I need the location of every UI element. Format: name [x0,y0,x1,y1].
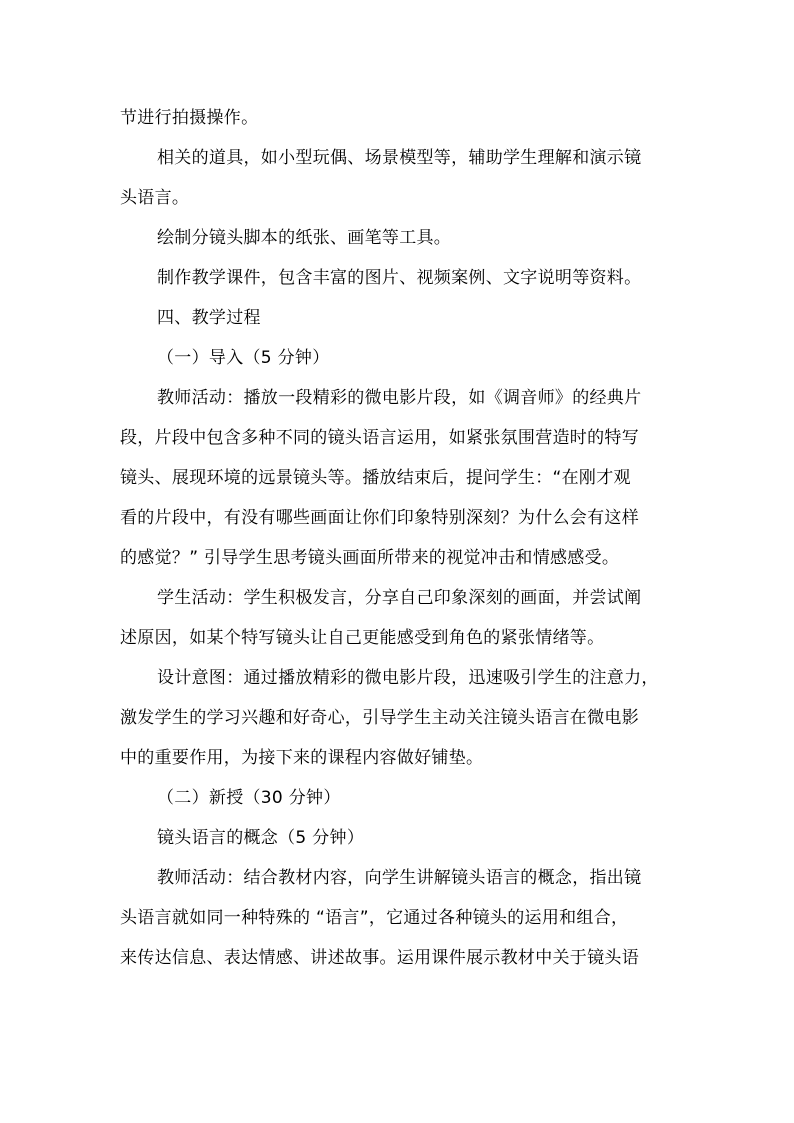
text-line: 学生活动：学生积极发言，分享自己印象深刻的画面，并尝试阐 [157,588,642,608]
text-line: 头语言。 [120,188,190,208]
text-line: 设计意图：通过播放精彩的微电影片段，迅速吸引学生的注意力， [157,668,659,688]
paragraph-student-activity [120,578,680,658]
text-line: （二）新授（30 分钟） [157,788,341,808]
paragraph-courseware [120,258,680,298]
subsection-heading-concept [120,818,680,858]
document-body [120,98,680,978]
paragraph-props [120,138,680,218]
text-line: 制作教学课件，包含丰富的图片、视频案例、文字说明等资料。 [157,268,642,288]
paragraph-teacher-activity-concept [120,858,680,978]
paragraph-storyboard-tools [120,218,680,258]
text-line: 绘制分镜头脚本的纸张、画笔等工具。 [157,228,452,248]
text-line: 镜头语言的概念（5 分钟） [157,828,365,848]
text-line: 教师活动：播放一段精彩的微电影片段，如《调音师》的经典片 [157,388,642,408]
paragraph-design-intent [120,658,680,778]
text-line: 中的重要作用，为接下来的课程内容做好铺垫。 [120,748,484,768]
text-line: 相关的道具，如小型玩偶、场景模型等，辅助学生理解和演示镜 [157,148,642,168]
text-line: 看的片段中，有没有哪些画面让你们印象特别深刻？为什么会有这样 [120,508,639,528]
text-line: 来传达信息、表达情感、讲述故事。运用课件展示教材中关于镜头语 [120,948,639,968]
text-line: 节进行拍摄操作。 [120,108,259,128]
text-line: 镜头、展现环境的远景镜头等。播放结束后，提问学生：“在刚才观 [120,468,631,488]
text-line: 教师活动：结合教材内容，向学生讲解镜头语言的概念，指出镜 [157,868,642,888]
text-line: 四、教学过程 [157,308,261,328]
subsection-heading-new-lesson [120,778,680,818]
text-line: 激发学生的学习兴趣和好奇心，引导学生主动关注镜头语言在微电影 [120,708,639,728]
paragraph-teacher-activity-intro [120,378,680,578]
paragraph-continued [120,98,680,138]
text-line: 头语言就如同一种特殊的 “语言”，它通过各种镜头的运用和组合， [120,908,629,928]
subsection-heading-intro [120,338,680,378]
text-line: 段，片段中包含多种不同的镜头语言运用，如紧张氛围营造时的特写 [120,428,639,448]
text-line: 的感觉？” 引导学生思考镜头画面所带来的视觉冲击和情感感受。 [120,548,620,568]
text-line: 述原因，如某个特写镜头让自己更能感受到角色的紧张情绪等。 [120,628,605,648]
section-heading-process [120,298,680,338]
text-line: （一）导入（5 分钟） [157,348,330,368]
